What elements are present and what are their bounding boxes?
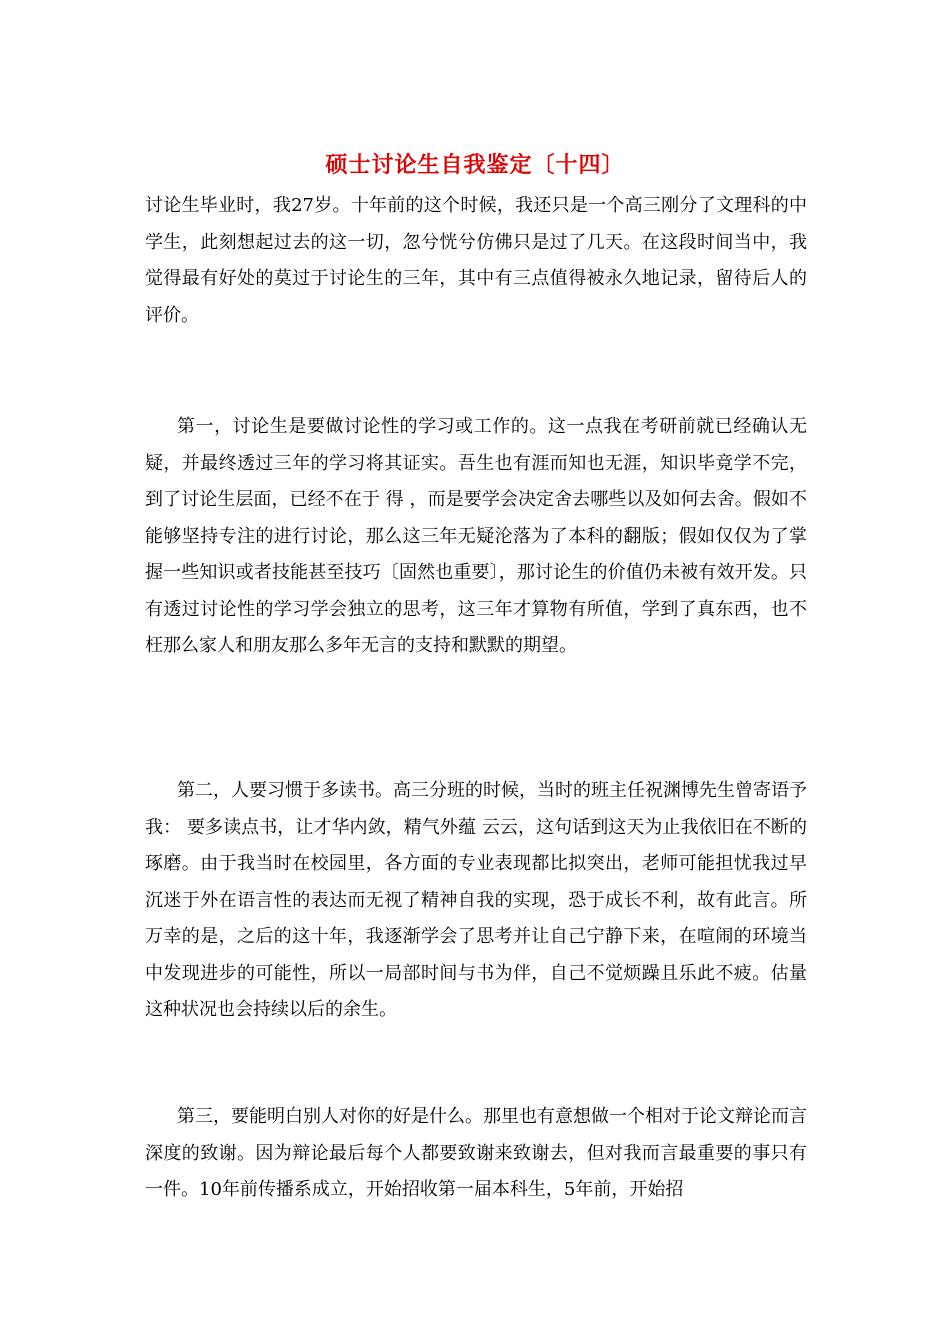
paragraph-first: 第一，讨论生是要做讨论性的学习或工作的。这一点我在考研前就已经确认无疑，并最终透过三年的学习将其证实。吾生也有涯而知也无涯，知识毕竟学不完，到了讨论生层面，已经不在于 得 ，而是要学会决定舍去哪些以及如何去舍。假如不能够坚持专注的进行讨论，那么这三年无疑沦落为了本科的翻版；假如仅仅为了掌握一些知识或者技能甚至技巧〔固然也重要〕，那讨论生的价值仍未被有效开发。只有透过讨论性的学习学会独立的思考，这三年才算物有所值，学到了真东西，也不枉那么家人和朋友那么多年无言的支持和默默的期望。	[145, 416, 807, 656]
paragraph-second: 第二，人要习惯于多读书。高三分班的时候，当时的班主任祝渊博先生曾寄语予我： 要多读点书，让才华内敛，精气外蕴 云云，这句话到这天为止我依旧在不断的琢磨。由于我当时在校园里，各方面的专业表现都比拟突出，老师可能担忧我过早沉迷于外在语言性的表达而无视了精神自我的实现，恐于成长不利，故有此言。所万幸的是，之后的这十年，我逐渐学会了思考并让自己宁静下来，在喧闹的环境当中发现进步的可能性，所以一局部时间与书为伴，自己不觉烦躁且乐此不疲。估量这种状况也会持续以后的余生。	[145, 780, 807, 1020]
paragraph-intro: 讨论生毕业时，我27岁。十年前的这个时候，我还只是一个高三刚分了文理科的中学生，此刻想起过去的这一切，忽兮恍兮仿佛只是过了几天。在这段时间当中，我觉得最有好处的莫过于讨论生的三年，其中有三点值得被永久地记录，留待后人的评价。	[145, 195, 807, 326]
document-title: 硕士讨论生自我鉴定〔十四〕	[325, 153, 625, 178]
paragraph-third: 第三，要能明白别人对你的好是什么。那里也有意想做一个相对于论文辩论而言深度的致谢。因为辩论最后每个人都要致谢来致谢去，但对我而言最重要的事只有一件。10年前传播系成立，开始招收第一届本科生，5年前，开始招	[145, 1106, 807, 1200]
